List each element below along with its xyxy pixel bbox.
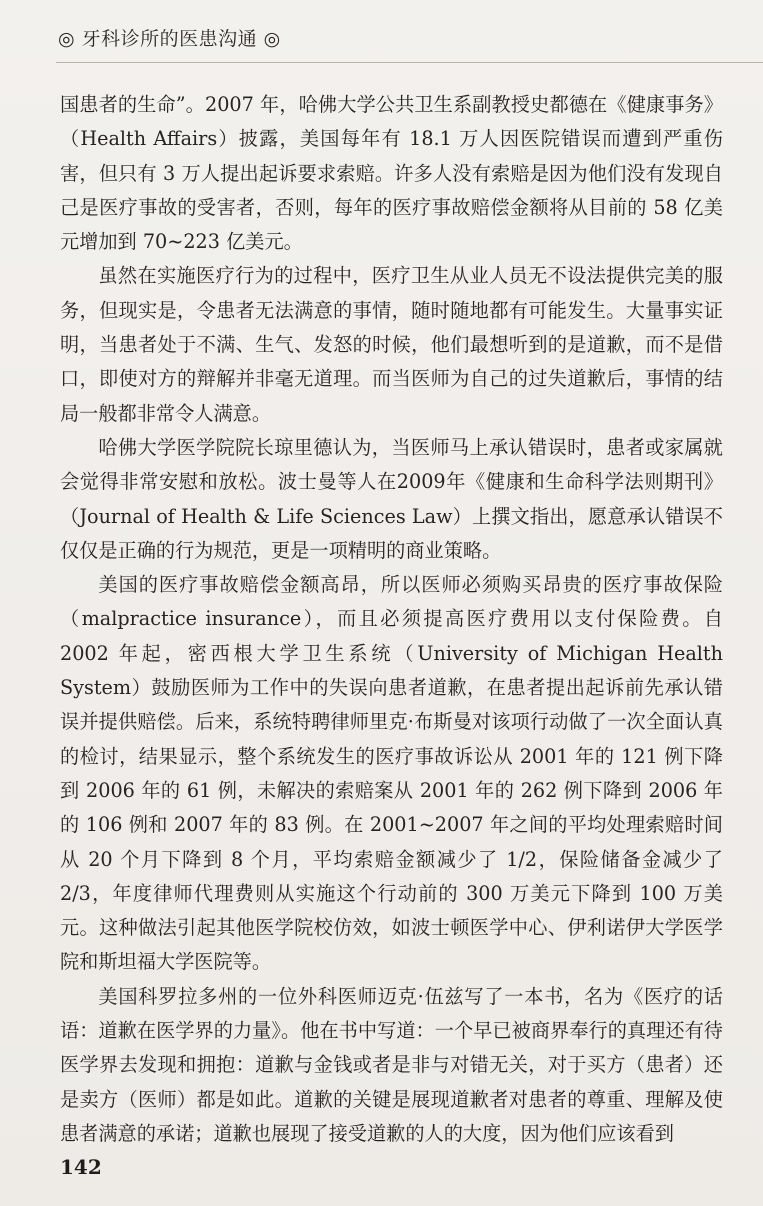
paragraph-continued: 国患者的生命”。2007 年，哈佛大学公共卫生系副教授史都德在《健康事务》（Health Affairs）披露，美国每年有 18.1 万人因医院错误而遭到严重伤害，但只有 3 万人提出起诉要求索赔。许多人没有索赔是因为他们没有发现自己是医疗事故的受害者，否则，每年的医疗事故赔偿金额将从目前的 58 亿美元增加到 70~223 亿美元。 bbox=[60, 93, 723, 254]
paragraph: 哈佛大学医学院院长琼里德认为，当医师马上承认错误时，患者或家属就会觉得非常安慰和放松。波士曼等人在2009年《健康和生命科学法则期刊》（Journal of Health & Life Sciences Law）上撰文指出，愿意承认错误不仅仅是正确的行为规范，更是一项精明的商业策略。 bbox=[60, 435, 723, 562]
paragraph: 美国科罗拉多州的一位外科医师迈克·伍兹写了一本书，名为《医疗的话语：道歉在医学界的力量》。他在书中写道：一个早已被商界奉行的真理还有待医学界去发现和拥抱：道歉与金钱或者是非与对错无关，对于买方（患者）还是卖方（医师）都是如此。道歉的关键是展现道歉者对患者的尊重、理解及使患者满意的承诺；道歉也展现了接受道歉的人的大度，因为他们应该看到 bbox=[60, 984, 723, 1145]
page-number: 142 bbox=[60, 1155, 102, 1179]
paragraph: 美国的医疗事故赔偿金额高昂，所以医师必须购买昂贵的医疗事故保险（malpractice insurance），而且必须提高医疗费用以支付保险费。自 2002 年起，密西根大学卫生系统（University of Michigan Health System）鼓励医师为工作中的失误向患者道歉，在患者提出起诉前先承认错误并提供赔偿。后来，系统特聘律师里克·布斯曼对该项行动做了一次全面认真的检讨，结果显示，整个系统发生的医疗事故诉讼从 2001 年的 121 例下降到 2006 年的 61 例，未解决的索赔案从 2001 年的 262 例下降到 2006 年的 106 例和 2007 年的 83 例。在 2001~2007 年之间的平均处理索赔时间从 20 个月下降到 8 个月，平均索赔金额减少了 1/2，保险储备金减少了 2/3，年度律师代理费则从实施这个行动前的 300 万美元下降到 100 万美元。这种做法引起其他医学院校仿效，如波士顿医学中心、伊利诺伊大学医学院和斯坦福大学医院等。 bbox=[60, 573, 723, 974]
running-header: ◎ 牙科诊所的医患沟通 ◎ bbox=[58, 28, 281, 50]
paragraph: 虽然在实施医疗行为的过程中，医疗卫生从业人员无不设法提供完美的服务，但现实是，令患者无法满意的事情，随时随地都有可能发生。大量事实证明，当患者处于不满、生气、发怒的时候，他们最想听到的是道歉，而不是借口，即使对方的辩解并非毫无道理。而当医师为自己的过失道歉后，事情的结局一般都非常令人满意。 bbox=[60, 264, 723, 425]
body-text bbox=[60, 88, 723, 1151]
header-divider bbox=[56, 62, 763, 63]
